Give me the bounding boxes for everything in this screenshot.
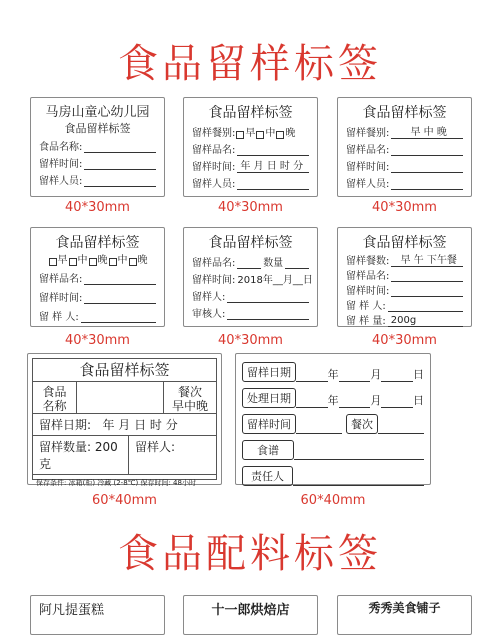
- label-size-1: 40*30mm: [65, 200, 130, 215]
- field-sample-time: 留样时间:: [346, 160, 463, 173]
- checkbox-icon: [69, 258, 77, 266]
- cell-sample-person: 留样人:: [135, 440, 176, 454]
- meal-pill: 餐次: [346, 414, 378, 434]
- checkbox-icon: [276, 131, 284, 139]
- label-card-bakery-1: 阿凡提蛋糕: [30, 595, 165, 635]
- label-card-5: [183, 227, 318, 327]
- field-sample-name: 留样品名:: [39, 272, 156, 285]
- field-sample-person: 留样人员:: [346, 177, 463, 190]
- label-card-2: [183, 97, 318, 197]
- field-sample-time: 留样时间: 2018年__月__日: [192, 275, 313, 286]
- label-card-8: [235, 353, 431, 485]
- label-size-6: 40*30mm: [372, 333, 437, 348]
- row-storage-conditions: 保存条件: 冰箱(柜) 冷藏 (2-8℃) 保存时间: 48小时: [36, 479, 196, 487]
- label-card-3: [337, 97, 472, 197]
- field-sample-name-qty: 留样品名: 数量: [192, 256, 309, 269]
- cell-meal: 餐次 早中晚: [171, 385, 208, 413]
- field-sample-person: 留 样 人:: [346, 299, 463, 312]
- field-food-name: 食品名称:: [39, 140, 156, 153]
- checkbox-icon: [236, 131, 244, 139]
- label-table: [32, 358, 217, 487]
- row-menu: 食谱: [242, 438, 424, 460]
- section-title-sample: 食品留样标签: [118, 41, 382, 87]
- label-school-name: 马房山童心幼儿园: [45, 105, 150, 120]
- label-title: 食品留样标签: [33, 359, 216, 382]
- row-process-date: 处理日期 年 月 日: [242, 386, 424, 408]
- field-sample-time: 留样时间:: [39, 291, 156, 304]
- row-responsible: 责任人: [242, 464, 424, 486]
- field-sample-person: 留 样 人:: [39, 310, 156, 323]
- checkbox-icon: [109, 258, 117, 266]
- checkbox-icon: [256, 131, 264, 139]
- field-sample-name: 留样品名:: [346, 269, 463, 282]
- label-size-5: 40*30mm: [218, 333, 283, 348]
- field-sample-time: 留样时间: 年 月 日 时 分: [192, 160, 309, 173]
- label-card-bakery-2: 十一郎烘焙店: [183, 595, 318, 635]
- label-card-4: [30, 227, 165, 327]
- field-sample-qty: 留 样 量: 200g: [346, 314, 463, 327]
- checkbox-icon: [49, 258, 57, 266]
- field-meal-type: 留样餐别: 早 中 晚: [192, 128, 296, 139]
- label-title: 食品留样标签: [208, 235, 293, 251]
- label-card-bakery-3: 秀秀美食铺子: [337, 595, 472, 635]
- field-sample-time: 留样时间:: [39, 157, 156, 170]
- cell-food-name: 食品 名称: [33, 382, 77, 413]
- label-subtitle: 食品留样标签: [64, 122, 131, 135]
- label-title: 食品留样标签: [362, 105, 447, 121]
- label-title: 食品留样标签: [362, 235, 447, 251]
- field-sample-name: 留样品名:: [192, 143, 309, 156]
- field-sample-person: 留样人员:: [192, 177, 309, 190]
- label-size-3: 40*30mm: [372, 200, 437, 215]
- label-size-8: 60*40mm: [300, 493, 366, 508]
- field-reviewer: 审核人:: [192, 307, 309, 320]
- label-card-1: [30, 97, 165, 197]
- field-meal-type: 早 中 晚 中 晚: [39, 253, 156, 266]
- label-size-2: 40*30mm: [218, 200, 283, 215]
- label-card-6: [337, 227, 472, 327]
- label-size-4: 40*30mm: [65, 333, 130, 348]
- field-sample-name: 留样品名:: [346, 143, 463, 156]
- row-sample-date: 留样日期: 年 月 日 时 分: [33, 414, 216, 436]
- row-sample-time: 留样时间 餐次: [242, 412, 424, 434]
- label-card-7: [27, 353, 222, 485]
- field-sample-time: 留样时间:: [346, 284, 463, 297]
- field-sample-person: 留样人:: [192, 290, 309, 303]
- row-sample-date: 留样日期 年 月 日: [242, 360, 424, 382]
- label-title: 食品留样标签: [208, 105, 293, 121]
- cell-sample-qty: 留样数量: 200克: [33, 436, 129, 474]
- section-title-ingredient: 食品配料标签: [118, 531, 382, 577]
- checkbox-icon: [129, 258, 137, 266]
- cell-food-name-value: [77, 382, 164, 413]
- field-meal-type: 留样餐别: 早 中 晚: [346, 126, 463, 139]
- field-meal-count: 留样餐数: 早 午 下午餐: [346, 254, 463, 267]
- field-sample-person: 留样人员:: [39, 174, 156, 187]
- checkbox-icon: [89, 258, 97, 266]
- label-title: 食品留样标签: [55, 235, 140, 251]
- label-size-7: 60*40mm: [92, 493, 157, 508]
